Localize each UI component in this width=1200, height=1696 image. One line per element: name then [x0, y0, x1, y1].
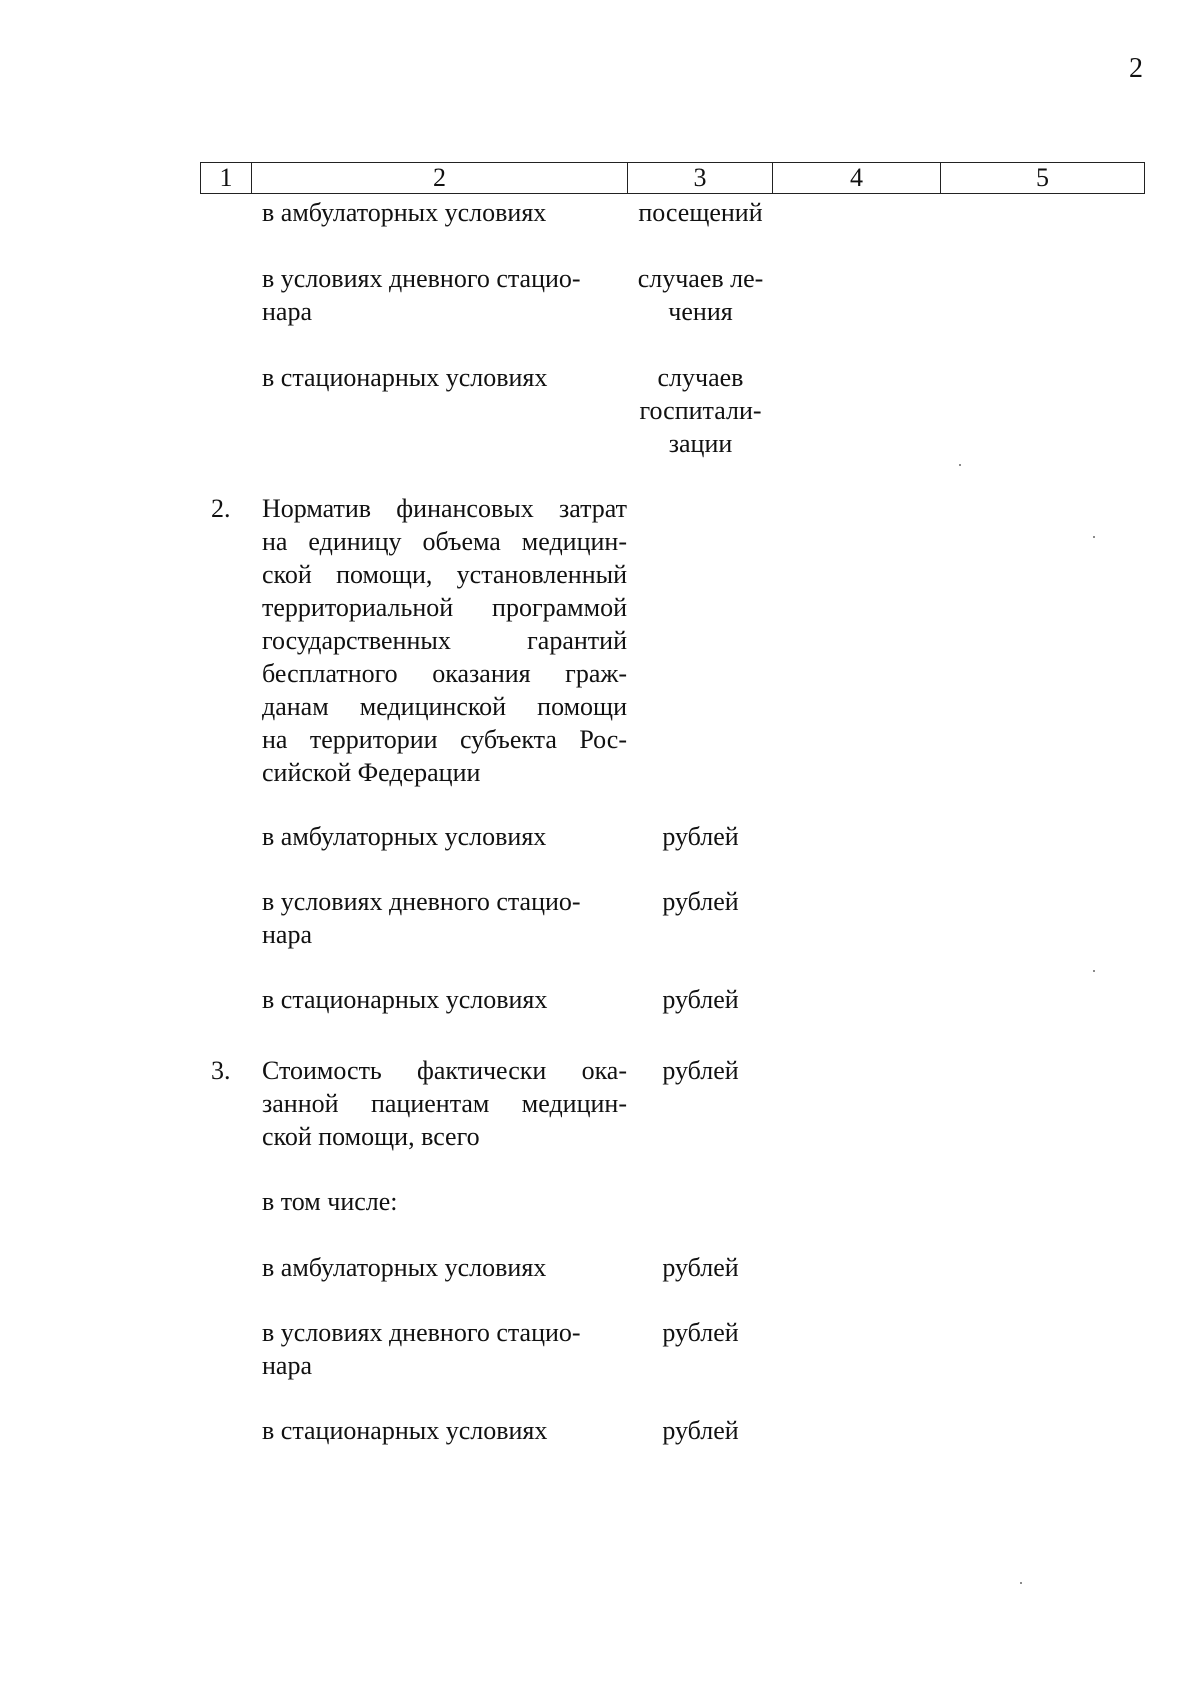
- row-name: [262, 1251, 627, 1284]
- row-unit-line: рублей: [662, 1318, 739, 1347]
- row-name-line: ской помощи, установленный: [262, 560, 627, 589]
- row-unit: [628, 1054, 773, 1087]
- row-number: 3.: [211, 1056, 231, 1085]
- column-header-row: [201, 163, 1145, 194]
- row-unit-line: рублей: [662, 1416, 739, 1445]
- column-header-1: 1: [201, 163, 252, 194]
- row-unit: [628, 983, 773, 1016]
- row-unit-line: рублей: [662, 1253, 739, 1282]
- row-name-line: бесплатного оказания граж-: [262, 659, 627, 688]
- row-unit: [628, 196, 773, 229]
- column-header-table: [200, 162, 1145, 194]
- scan-speck: [1020, 1582, 1022, 1584]
- column-header-5: 5: [941, 163, 1145, 194]
- row-name-line: в условиях дневного стацио-: [262, 887, 581, 916]
- row-name-line: Норматив финансовых затрат: [262, 494, 627, 523]
- row-name-line: данам медицинской помощи: [262, 692, 627, 721]
- row-number: 2.: [211, 494, 231, 523]
- row-name-line: занной пациентам медицин-: [262, 1089, 627, 1118]
- row-unit-line: рублей: [662, 1056, 739, 1085]
- row-unit-line: посещений: [638, 198, 763, 227]
- row-name: [262, 492, 627, 789]
- scan-speck: [1093, 970, 1095, 972]
- row-name-line: нара: [262, 920, 312, 949]
- scan-speck: [1093, 536, 1095, 538]
- row-name: [262, 885, 627, 951]
- row-unit-line: рублей: [662, 887, 739, 916]
- row-name: [262, 820, 627, 853]
- row-unit-line: рублей: [662, 822, 739, 851]
- row-name: [262, 983, 627, 1016]
- column-header-3: 3: [628, 163, 773, 194]
- row-unit: [628, 885, 773, 918]
- row-name-line: территориальной программой: [262, 593, 627, 622]
- column-header-2: 2: [252, 163, 628, 194]
- page-number: 2: [1129, 53, 1143, 84]
- row-name-line: на территории субъекта Рос-: [262, 725, 627, 754]
- row-name: [262, 1185, 627, 1218]
- row-name: [262, 1054, 627, 1153]
- row-name: [262, 1316, 627, 1382]
- row-unit: [628, 1414, 773, 1447]
- row-unit-line: чения: [668, 297, 733, 326]
- row-name-line: в амбулаторных условиях: [262, 1253, 547, 1282]
- row-name-line: в амбулаторных условиях: [262, 198, 547, 227]
- row-name-line: ской помощи, всего: [262, 1122, 480, 1151]
- row-unit: [628, 820, 773, 853]
- row-name-line: в стационарных условиях: [262, 363, 548, 392]
- row-name-line: на единицу объема медицин-: [262, 527, 627, 556]
- row-name-line: Стоимость фактически ока-: [262, 1056, 627, 1085]
- row-unit-line: зации: [668, 429, 733, 458]
- row-unit-line: рублей: [662, 985, 739, 1014]
- row-unit: [628, 1316, 773, 1349]
- row-name-line: государственных гарантий: [262, 626, 627, 655]
- scan-speck: [959, 464, 961, 466]
- row-unit: [628, 262, 773, 328]
- row-unit: [628, 361, 773, 460]
- row-name: [262, 361, 627, 394]
- row-unit: [628, 1251, 773, 1284]
- row-name-line: в том числе:: [262, 1187, 398, 1216]
- row-name-line: нара: [262, 1351, 312, 1380]
- row-name: [262, 196, 627, 229]
- row-unit-line: случаев: [657, 363, 744, 392]
- row-name: [262, 1414, 627, 1447]
- row-unit-line: случаев ле-: [637, 264, 764, 293]
- row-name-line: нара: [262, 297, 312, 326]
- row-name: [262, 262, 627, 328]
- row-name-line: в условиях дневного стацио-: [262, 1318, 581, 1347]
- row-name-line: в стационарных условиях: [262, 985, 548, 1014]
- row-name-line: в условиях дневного стацио-: [262, 264, 581, 293]
- row-name-line: сийской Федерации: [262, 758, 481, 787]
- column-header-4: 4: [773, 163, 941, 194]
- row-unit-line: госпитали-: [639, 396, 762, 425]
- row-name-line: в стационарных условиях: [262, 1416, 548, 1445]
- row-name-line: в амбулаторных условиях: [262, 822, 547, 851]
